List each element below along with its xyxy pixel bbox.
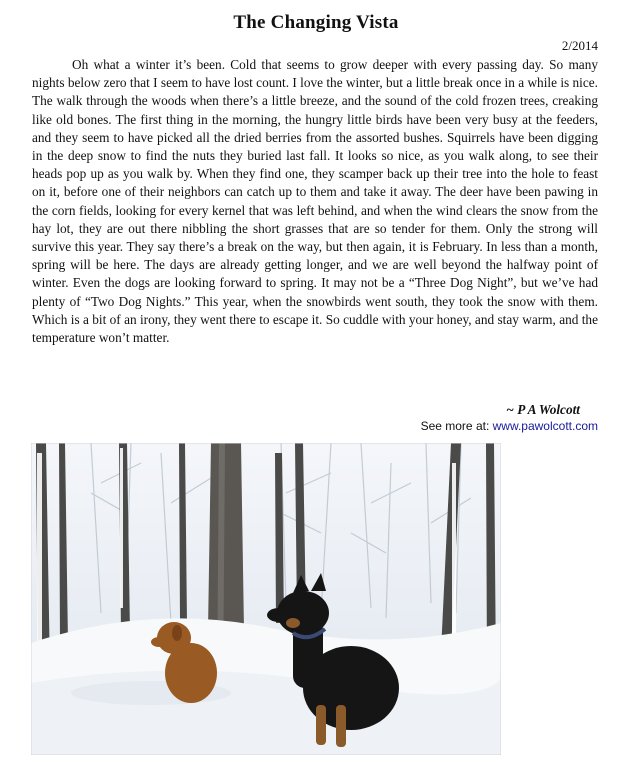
article-date: 2/2014 [561, 38, 598, 53]
see-more-label: See more at: [420, 419, 490, 433]
author-signature: ~ P A Wolcott [506, 402, 580, 417]
article-body: Oh what a winter it’s been. Cold that seems to grow deeper with every passing day. So many nights below zero that I seem to have lost count. I love the winter, but a little break once in a while is nice. The walk through the woods when there’s a little breeze, and the sound of the cold frozen trees, creaking like old bones. The first thing in the morning, the hungry little birds have been very busy at the feeders, and they seem to have picked all the dried berries from the assorted bushes. Squirrels have been digging in the deep snow to find the nuts they buried last fall. It looks so nice, as you walk along, to see their heads pop up as you walk by. When they find one, they scamper back up their tree into the hole to feast on it, before one of their neighbors can catch up to them and take it away. The deer have been pawing in the corn fields, looking for every kernel that was left behind, and when the wind clears the snow from the hay lot, they are out there nibbling the short grasses that are so tender for them. Only the strong will survive this year. They say there’s a break on the way, but then again, it is February. In less than a month, spring will be here. The days are already getting longer, and we are well beyond the halfway point of winter. Even the dogs are looking forward to spring. It may not be a “Three Dog Night”, but we’ve had plenty of “Two Dog Nights.” This year, when the snowbirds went south, they took the snow with them. Which is a bit of an irony, they went there to escape it. So cuddle with your honey, and stay warm, and the temperature won’t matter. [32, 57, 598, 346]
website-link[interactable]: www.pawolcott.com [492, 419, 598, 433]
article-title: The Changing Vista [233, 12, 399, 33]
winter-dogs-photo [31, 443, 501, 755]
see-more-line [421, 419, 598, 433]
